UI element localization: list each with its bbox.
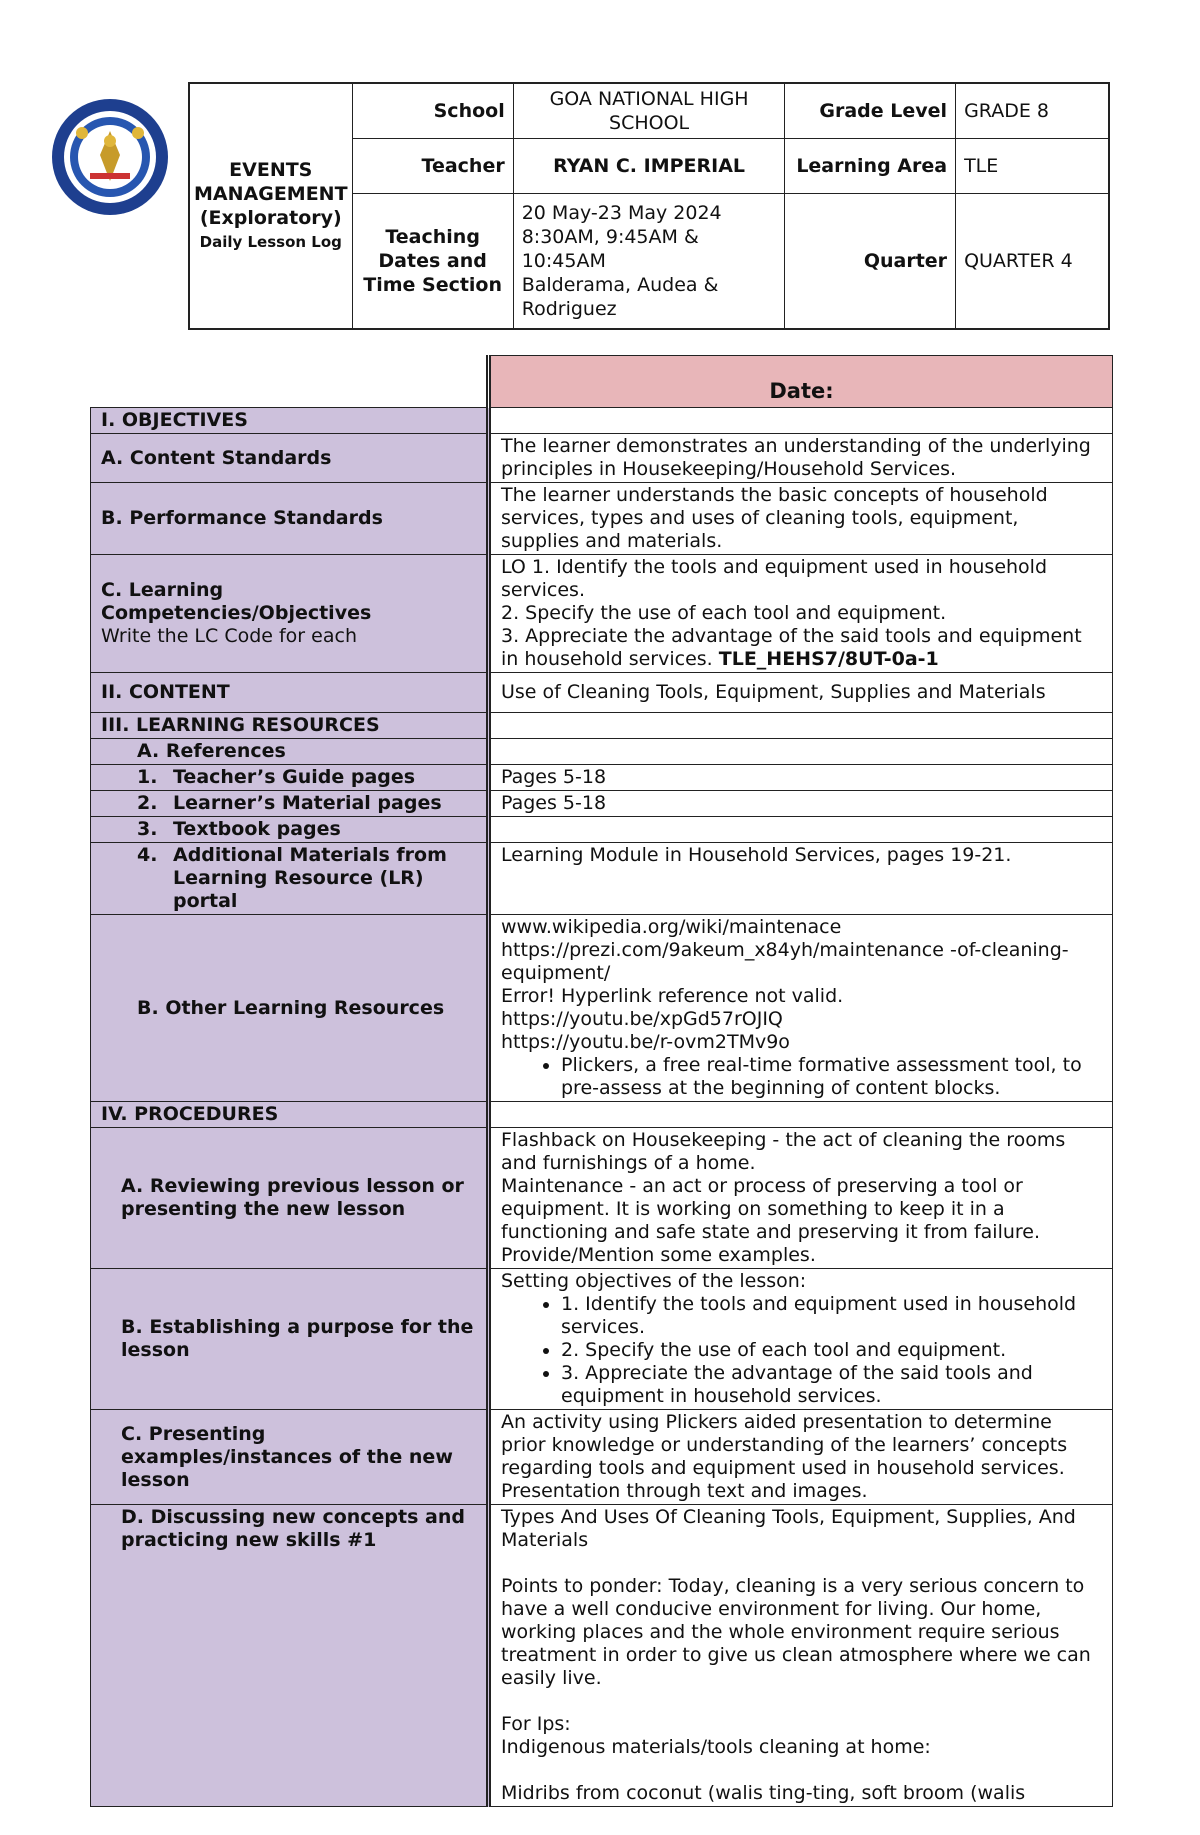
spacer (501, 1690, 1102, 1713)
learning-resources-value (489, 713, 1113, 739)
resource-link[interactable]: https://youtu.be/xpGd57rOJIQ (501, 1008, 783, 1030)
teacher-value: RYAN C. IMPERIAL (513, 138, 785, 193)
list-item: • Plickers, a free real-time formative assessment tool, to pre-assess at the beginning of content blocks. (561, 1054, 1102, 1100)
list-item: • 2. Specify the use of each tool and equipment. (561, 1339, 1102, 1362)
lc-note: Write the LC Code for each (101, 625, 357, 647)
teaching-time-line: 8:30AM, 9:45AM & 10:45AM (521, 225, 699, 272)
lc-title: C. Learning Competencies/Objectives (101, 579, 372, 624)
proc-presenting-value (489, 1410, 1113, 1505)
date-header: Date: (489, 356, 1113, 408)
teaching-dates-line: 20 May-23 May 2024 (521, 201, 722, 224)
lc-item (501, 625, 1102, 671)
proc-d-ips: For Ips: (501, 1713, 571, 1735)
content-value: Use of Cleaning Tools, Equipment, Supplies and Materials (489, 673, 1113, 713)
list-item: • 3. Appreciate the advantage of the said tools and equipment in household services. (561, 1362, 1102, 1408)
ref-num: 1. (137, 766, 158, 788)
content-standards-label: A. Content Standards (91, 434, 489, 483)
lc-item: LO 1. Identify the tools and equipment used in household services. (501, 556, 1048, 601)
performance-standards-label: B. Performance Standards (91, 483, 489, 555)
proc-reviewing-value (489, 1128, 1113, 1269)
proc-d-indigenous: Indigenous materials/tools cleaning at home: (501, 1736, 931, 1758)
proc-d-midribs: Midribs from coconut (walis ting-ting, soft broom (walis (501, 1782, 1026, 1804)
school-label: School (352, 83, 513, 138)
lc-code: TLE_HEHS7/8UT-0a-1 (718, 648, 939, 670)
teaching-dates-value (513, 193, 785, 329)
ref-label: Learner’s Material pages (173, 792, 442, 814)
dll-title (189, 83, 352, 329)
ref-learners-material-value: Pages 5-18 (489, 791, 1113, 817)
ref-additional-materials-value: Learning Module in Household Services, pages 19-21. (489, 843, 1113, 915)
teacher-label: Teacher (352, 138, 513, 193)
quarter-label: Quarter (785, 193, 956, 329)
ref-label: Textbook pages (173, 818, 341, 840)
lesson-log-table (90, 355, 1113, 1807)
grade-level-value: GRADE 8 (956, 83, 1109, 138)
references-heading: A. References (91, 739, 489, 765)
proc-line: Flashback on Housekeeping - the act of cleaning the rooms and furnishings of a home. (501, 1129, 1066, 1174)
header-table (188, 82, 1110, 330)
spacer (501, 1552, 1102, 1575)
ref-num: 4. (137, 844, 158, 866)
ref-textbook-label (91, 817, 489, 843)
dll-title-main: EVENTS MANAGEMENT (Exploratory) (194, 159, 348, 229)
proc-d-title: Types And Uses Of Cleaning Tools, Equipment, Supplies, And Materials (501, 1506, 1076, 1551)
blank-cell (91, 356, 489, 408)
ref-num: 3. (137, 818, 158, 840)
lc-item-text: 3. Appreciate the advantage of the said tools and equipment in household services. (501, 625, 1082, 670)
objectives-heading: I. OBJECTIVES (91, 408, 489, 434)
school-value: GOA NATIONAL HIGH SCHOOL (513, 83, 785, 138)
other-resources-value (489, 915, 1113, 1102)
proc-line: Provide/Mention some examples. (501, 1244, 816, 1266)
proc-d-ponder: Points to ponder: Today, cleaning is a very serious concern to have a well conducive environment for living. Our home, working places and the whole environment require serious treatment in order to give us clean atmosphere where we can easily live. (501, 1575, 1091, 1689)
ref-additional-materials-label (91, 843, 489, 915)
ref-teachers-guide-value: Pages 5-18 (489, 765, 1113, 791)
resource-bullets (501, 1054, 1102, 1100)
proc-line: Presentation through text and images. (501, 1480, 868, 1502)
proc-reviewing-label: A. Reviewing previous lesson or presenting the new lesson (91, 1128, 489, 1269)
ref-num: 2. (137, 792, 158, 814)
section-line: Balderama, Audea & Rodriguez (521, 273, 719, 320)
objectives-value (489, 408, 1113, 434)
resource-link[interactable]: https://youtu.be/r-ovm2TMv9o (501, 1031, 790, 1053)
lc-item: 2. Specify the use of each tool and equipment. (501, 602, 947, 624)
objective-bullets (501, 1293, 1102, 1408)
proc-purpose-value (489, 1269, 1113, 1410)
ref-textbook-value (489, 817, 1113, 843)
resource-error-text: Error! Hyperlink reference not valid. (501, 985, 844, 1007)
spacer (501, 1759, 1102, 1782)
dll-title-sub: Daily Lesson Log (199, 233, 342, 251)
proc-intro: Setting objectives of the lesson: (501, 1270, 807, 1292)
procedures-value (489, 1102, 1113, 1128)
content-standards-value: The learner demonstrates an understanding of the underlying principles in Housekeeping/Household Services. (489, 434, 1113, 483)
quarter-value: QUARTER 4 (956, 193, 1109, 329)
proc-discussing-label: D. Discussing new concepts and practicing new skills #1 (91, 1505, 489, 1807)
learning-area-value: TLE (956, 138, 1109, 193)
grade-level-label: Grade Level (785, 83, 956, 138)
ref-label: Additional Materials from Learning Resource (LR) portal (173, 844, 447, 912)
procedures-heading: IV. PROCEDURES (91, 1102, 489, 1128)
ref-label: Teacher’s Guide pages (173, 766, 416, 788)
other-resources-label: B. Other Learning Resources (91, 915, 489, 1102)
deped-seal-logo (50, 97, 170, 217)
proc-discussing-value (489, 1505, 1113, 1807)
proc-purpose-label: B. Establishing a purpose for the lesson (91, 1269, 489, 1410)
teaching-dates-label: Teaching Dates and Time Section (352, 193, 513, 329)
proc-presenting-label: C. Presenting examples/instances of the new lesson (91, 1410, 489, 1505)
resource-link[interactable]: www.wikipedia.org/wiki/maintenace (501, 916, 842, 938)
resource-link[interactable]: https://prezi.com/9akeum_x84yh/maintenance -of-cleaning-equipment/ (501, 939, 1069, 984)
references-value (489, 739, 1113, 765)
ref-learners-material-label (91, 791, 489, 817)
list-item: • 1. Identify the tools and equipment used in household services. (561, 1293, 1102, 1339)
proc-line: An activity using Plickers aided presentation to determine prior knowledge or understanding of the learners’ concepts regarding tools and equipment used in household services. (501, 1411, 1068, 1479)
learning-resources-heading: III. LEARNING RESOURCES (91, 713, 489, 739)
ref-teachers-guide-label (91, 765, 489, 791)
proc-line: Maintenance - an act or process of preserving a tool or equipment. It is working on something to keep it in a functioning and safe state and preserving it from failure. (501, 1175, 1041, 1243)
content-heading: II. CONTENT (91, 673, 489, 713)
learning-competencies-value (489, 555, 1113, 673)
performance-standards-value: The learner understands the basic concepts of household services, types and uses of cleaning tools, equipment, supplies and materials. (489, 483, 1113, 555)
learning-competencies-label (91, 555, 489, 673)
learning-area-label: Learning Area (785, 138, 956, 193)
